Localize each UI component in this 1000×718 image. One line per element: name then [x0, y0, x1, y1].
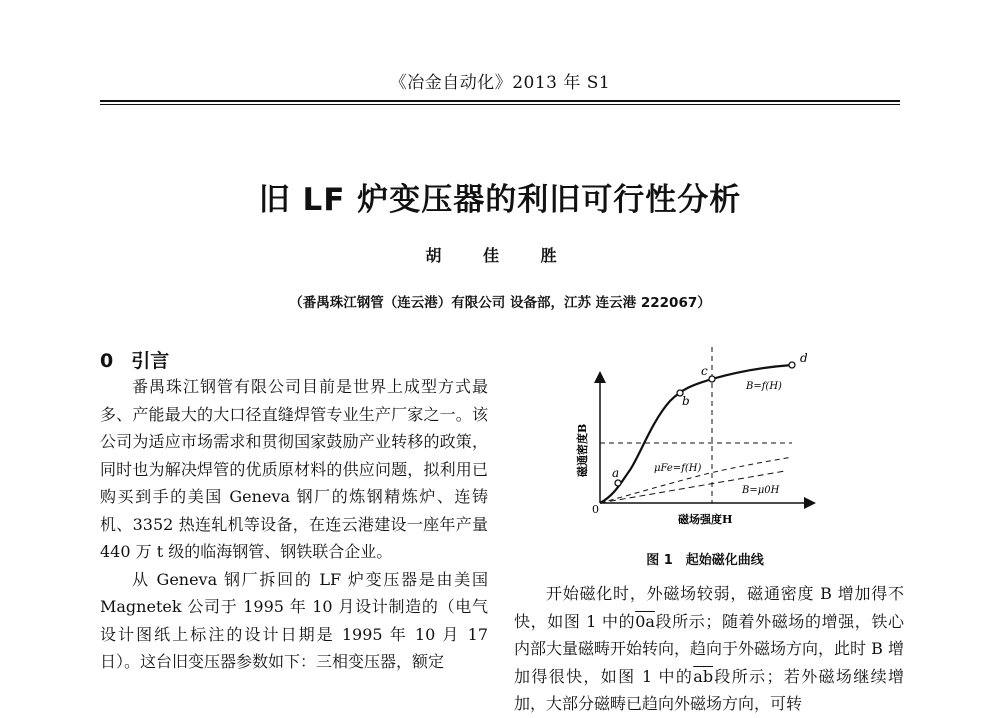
figure-caption: 图 1 起始磁化曲线	[646, 553, 764, 568]
paragraph-1: 番禺珠江钢管有限公司目前是世界上成型方式最多、产能最大的大口径直缝焊管专业生产厂家之一。该公司为适应市场需求和贯彻国家鼓励产业转移的政策，同时也为解决焊管的优质原材料的供应问题，拟利用已购买到手的美国 Geneva 钢厂的炼钢精炼炉、连铸机、3352 热连轧机等设备，在连云港建设一座年产量 440 万 t 级的临海钢管、钢铁联合企业。	[100, 377, 488, 561]
label-d: d	[800, 351, 808, 365]
point-a	[615, 480, 621, 486]
figure-1	[560, 345, 850, 549]
label-b: b	[682, 394, 690, 408]
section-title: 引言	[131, 350, 170, 372]
label-c: c	[701, 364, 708, 378]
point-d	[789, 362, 795, 368]
x-axis-label: 磁场强度H	[678, 513, 733, 526]
segment-ab: $\overline{ab}$	[693, 666, 714, 686]
left-column	[100, 373, 488, 676]
legend-mu0-line: B=μ0H	[742, 485, 780, 496]
paragraph-3	[514, 580, 904, 718]
origin-label: 0	[592, 503, 599, 516]
point-c	[709, 376, 715, 382]
right-column	[514, 580, 904, 718]
legend-mu-curve: μFe=f(H)	[654, 463, 702, 474]
journal-header: 《冶金自动化》2013 年 S1	[389, 73, 611, 93]
legend-b-curve: B=f(H)	[746, 381, 782, 392]
magnetization-chart	[560, 345, 850, 545]
section-number: 0	[100, 350, 114, 372]
paragraph-3-part-3: 段所示；若外磁场继续增加，大部分磁畴已趋向外磁场方向，可转	[514, 666, 904, 713]
y-axis-label: 磁通密度B	[576, 423, 589, 477]
label-a: a	[612, 466, 620, 480]
header-rule-thick	[100, 100, 900, 102]
paper-title: 旧 LF 炉变压器的利旧可行性分析	[258, 182, 742, 218]
paragraph-3-part-1: 开始磁化时，外磁场较弱，磁通密度 B 增加得不快，如图 1 中的	[514, 584, 904, 631]
paragraph-2: 从 Geneva 钢厂拆回的 LF 炉变压器是由美国 Magnetek 公司于 1995 年 10 月设计制造的（电气设计图纸上标注的设计日期是 1995 年 10 月 17 日）。这台旧变压器参数如下：三相变压器，额定	[100, 569, 488, 671]
segment-0a: 0a	[635, 611, 655, 631]
author-affiliation: （番禺珠江钢管（连云港）有限公司 设备部，江苏 连云港 222067）	[289, 295, 711, 311]
section-heading	[100, 346, 169, 373]
header-rule-thin	[100, 104, 900, 105]
author-name: 胡 佳 胜	[425, 246, 575, 265]
paragraph-3-part-2: 段所示；随着外磁场的增强，铁心内部大量磁畴开始转向，趋向于外磁场方向，此时 B 增加得很快，如图 1 中的	[514, 611, 904, 686]
